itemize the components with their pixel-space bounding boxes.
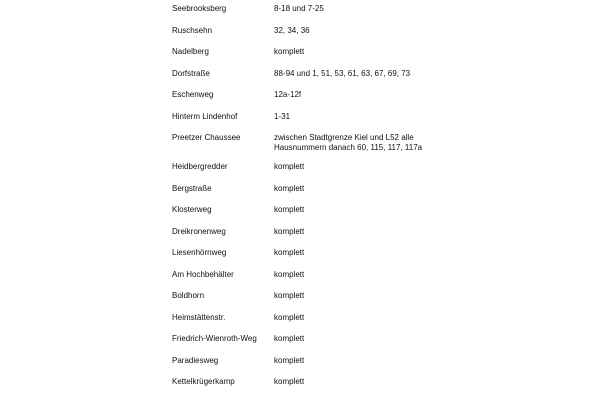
table-row [172, 313, 452, 335]
table-row [172, 26, 452, 48]
street-name: Bergstraße [172, 183, 212, 193]
table-row [172, 162, 452, 184]
table-row [172, 112, 452, 134]
house-numbers: 32, 34, 36 [274, 25, 310, 35]
street-name: Klosterweg [172, 205, 212, 214]
table-row [172, 4, 452, 26]
house-numbers: 8-18 und 7-25 [274, 4, 324, 13]
table-row [172, 291, 452, 313]
house-numbers: komplett [274, 355, 305, 365]
table-row [172, 227, 452, 249]
house-numbers: komplett [274, 269, 305, 279]
house-numbers: komplett [274, 312, 305, 322]
table-row [172, 133, 452, 162]
table-row [172, 69, 452, 91]
street-name: Nadelberg [172, 47, 209, 56]
table-row [172, 270, 452, 292]
house-numbers: komplett [274, 183, 305, 193]
street-name: Dreikronenweg [172, 226, 226, 236]
table-row [172, 47, 452, 69]
street-name: Liesenhörnweg [172, 248, 227, 257]
street-name: Heimstättenstr. [172, 312, 226, 322]
street-name: Am Hochbehälter [172, 269, 234, 279]
house-numbers: komplett [274, 248, 305, 257]
house-numbers: komplett [274, 334, 305, 343]
street-name: Boldhorn [172, 291, 205, 300]
house-numbers: 1-31 [274, 111, 291, 121]
house-numbers: 88-94 und 1, 51, 53, 61, 63, 67, 69, 73 [274, 68, 411, 78]
house-numbers: komplett [274, 47, 305, 56]
house-numbers: komplett [274, 205, 305, 214]
street-name: Hinterm Lindenhof [172, 111, 238, 121]
house-numbers: komplett [274, 226, 305, 236]
house-numbers: komplett [274, 162, 305, 171]
street-name: Friedrich-Wienroth-Weg [172, 334, 257, 343]
table-row [172, 377, 452, 399]
street-name: Paradiesweg [172, 355, 219, 365]
street-name: Ruschsehn [172, 25, 213, 35]
street-name: Heidbergredder [172, 162, 228, 171]
street-name: Dorfstraße [172, 68, 210, 78]
house-numbers: komplett [274, 377, 305, 386]
table-row [172, 90, 452, 112]
table-row [172, 205, 452, 227]
table-row [172, 356, 452, 378]
house-numbers: 12a-12f [274, 90, 302, 99]
street-name: Seebrooksberg [172, 4, 227, 13]
street-name: Eschenweg [172, 90, 214, 99]
table-row [172, 334, 452, 356]
street-name: Preetzer Chaussee [172, 133, 241, 142]
house-numbers: zwischen Stadtgrenze Kiel und L52 alle Hausnummern danach 60, 115, 117, 117a [274, 133, 423, 152]
street-table [172, 0, 452, 399]
house-numbers: komplett [274, 291, 305, 300]
table-row [172, 248, 452, 270]
street-name: Kettelkrügerkamp [172, 377, 235, 386]
table-row [172, 184, 452, 206]
